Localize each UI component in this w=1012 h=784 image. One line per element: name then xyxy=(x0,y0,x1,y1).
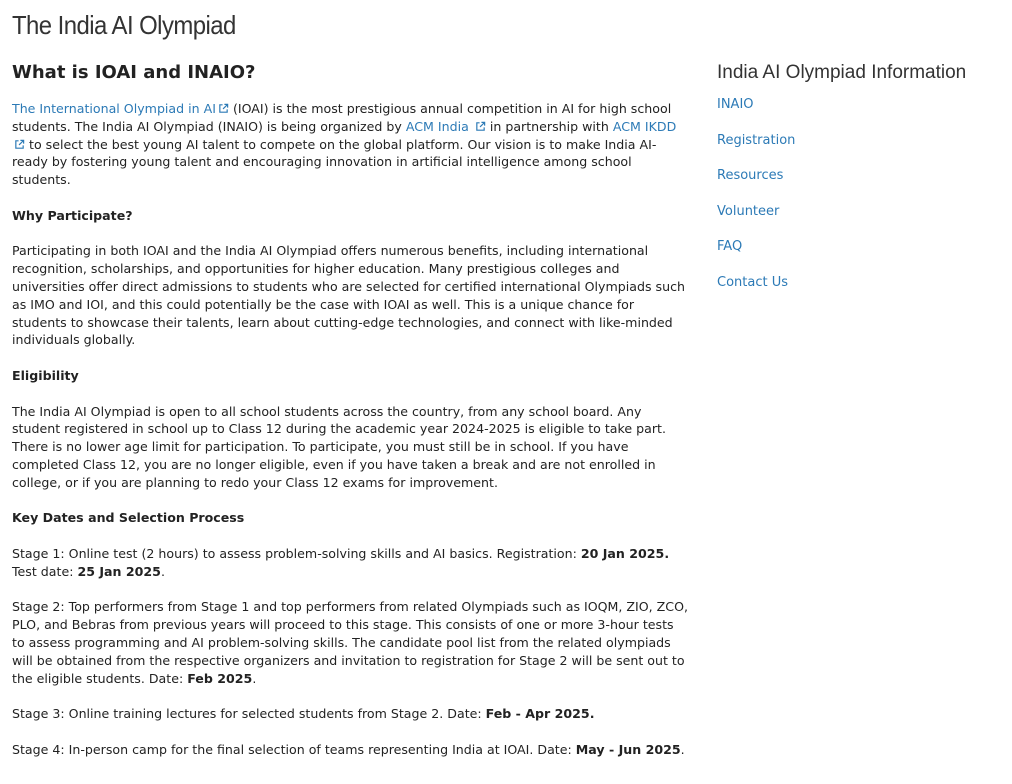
stage-4-text: Stage 4: In-person camp for the final selection of teams representing India at IOAI. Date: xyxy=(12,741,576,757)
acm-india-link-text: ACM India xyxy=(405,118,469,134)
external-link-icon xyxy=(218,103,229,114)
stage-2-text: Stage 2: Top performers from Stage 1 and top performers from related Olympiads such as IOQM, ZIO, ZCO, PLO, and Bebras from previous years will proceed to this stage. This consists of one or more 3-hour tests to assess programming and AI problem-solving skills. The candidate pool list from the related olympiads will be obtained from the respective organizers and invitation to registration for Stage 2 will be sent out to the eligible students. Date: xyxy=(12,599,689,686)
main-content xyxy=(12,62,688,776)
sidebar-item-resources xyxy=(717,167,1007,203)
stage-3-paragraph xyxy=(12,705,688,723)
external-link-icon xyxy=(14,139,25,150)
sidebar-item-registration xyxy=(717,132,1007,168)
sidebar-link-inaio[interactable]: INAIO xyxy=(717,97,754,112)
ioai-link[interactable] xyxy=(12,101,229,116)
sidebar-item-faq xyxy=(717,238,1007,274)
sidebar-item-contact xyxy=(717,274,1007,310)
intro-paragraph xyxy=(12,100,688,189)
stage-4-date: May - Jun 2025 xyxy=(575,741,681,757)
sidebar-link-registration[interactable]: Registration xyxy=(717,132,796,148)
intro-text-3: to select the best young AI talent to compete on the global platform. Our vision is to make India AI-ready by fostering young talent and encouraging innovation in artificial intelligence among school students. xyxy=(12,136,657,188)
site-title: The India AI Olympiad xyxy=(12,10,236,40)
sidebar-heading: India AI Olympiad Information xyxy=(717,62,967,83)
stage-1-text-2: Test date: xyxy=(12,563,78,579)
sidebar-link-resources[interactable]: Resources xyxy=(717,168,784,184)
sidebar xyxy=(717,62,1007,310)
stage-1-text: Stage 1: Online test (2 hours) to assess problem-solving skills and AI basics. Registration: xyxy=(12,545,581,561)
acm-ikdd-link-text: ACM IKDD xyxy=(612,118,677,134)
intro-text-1: (IOAI) is the most prestigious annual competition in AI for high school students. The India AI Olympiad (INAIO) is being organized by xyxy=(12,101,672,134)
external-link-icon xyxy=(475,121,486,132)
stage-3-text: Stage 3: Online training lectures for selected students from Stage 2. Date: xyxy=(12,706,486,722)
stage-2-text-2: . xyxy=(252,670,257,686)
page-heading: What is IOAI and INAIO? xyxy=(12,62,256,83)
sidebar-link-faq[interactable]: FAQ xyxy=(717,239,743,255)
eligibility-paragraph: The India AI Olympiad is open to all school students across the country, from any school board. Any student registered in school up to Class 12 during the academic year 2024-2025 is eligible to take part. There is no lower age limit for participation. To participate, you must still be in school. If you have completed Class 12, you are no longer eligible, even if you have taken a break and are not enrolled in college, or if you are planning to redo your Class 12 exams for improvement. xyxy=(12,403,666,490)
stage-1-paragraph xyxy=(12,545,688,581)
sidebar-item-volunteer xyxy=(717,203,1007,239)
stage-4-text-2: . xyxy=(680,741,685,757)
stage-2-paragraph xyxy=(12,598,688,687)
intro-text-2: in partnership with xyxy=(485,118,613,134)
sidebar-item-inaio xyxy=(717,96,1007,132)
eligibility-heading: Eligibility xyxy=(12,367,79,383)
stage-1-text-3: . xyxy=(160,563,165,579)
stage-4-paragraph xyxy=(12,741,688,759)
registration-date: 20 Jan 2025. xyxy=(580,545,670,561)
sidebar-link-volunteer[interactable]: Volunteer xyxy=(717,203,780,219)
sidebar-link-contact[interactable]: Contact Us xyxy=(717,274,788,290)
acm-india-link[interactable] xyxy=(406,119,486,134)
key-dates-heading: Key Dates and Selection Process xyxy=(12,510,245,526)
why-participate-paragraph: Participating in both IOAI and the India AI Olympiad offers numerous benefits, including international recognition, scholarships, and opportunities for higher education. Many prestigious colleges and universities offer direct admissions to students who are selected for certified international Olympiads such as IMO and IOI, and this could potentially be the case with IOAI as well. This is a unique chance for students to showcase their talents, learn about cutting-edge technologies, and connect with like-minded individuals globally. xyxy=(12,243,685,348)
ioai-link-text: The International Olympiad in AI xyxy=(12,101,216,116)
test-date: 25 Jan 2025 xyxy=(77,563,161,579)
stage-2-date: Feb 2025 xyxy=(187,670,253,686)
stage-3-date: Feb - Apr 2025. xyxy=(485,706,595,722)
sidebar-nav xyxy=(717,96,1007,310)
why-participate-heading: Why Participate? xyxy=(12,207,133,223)
